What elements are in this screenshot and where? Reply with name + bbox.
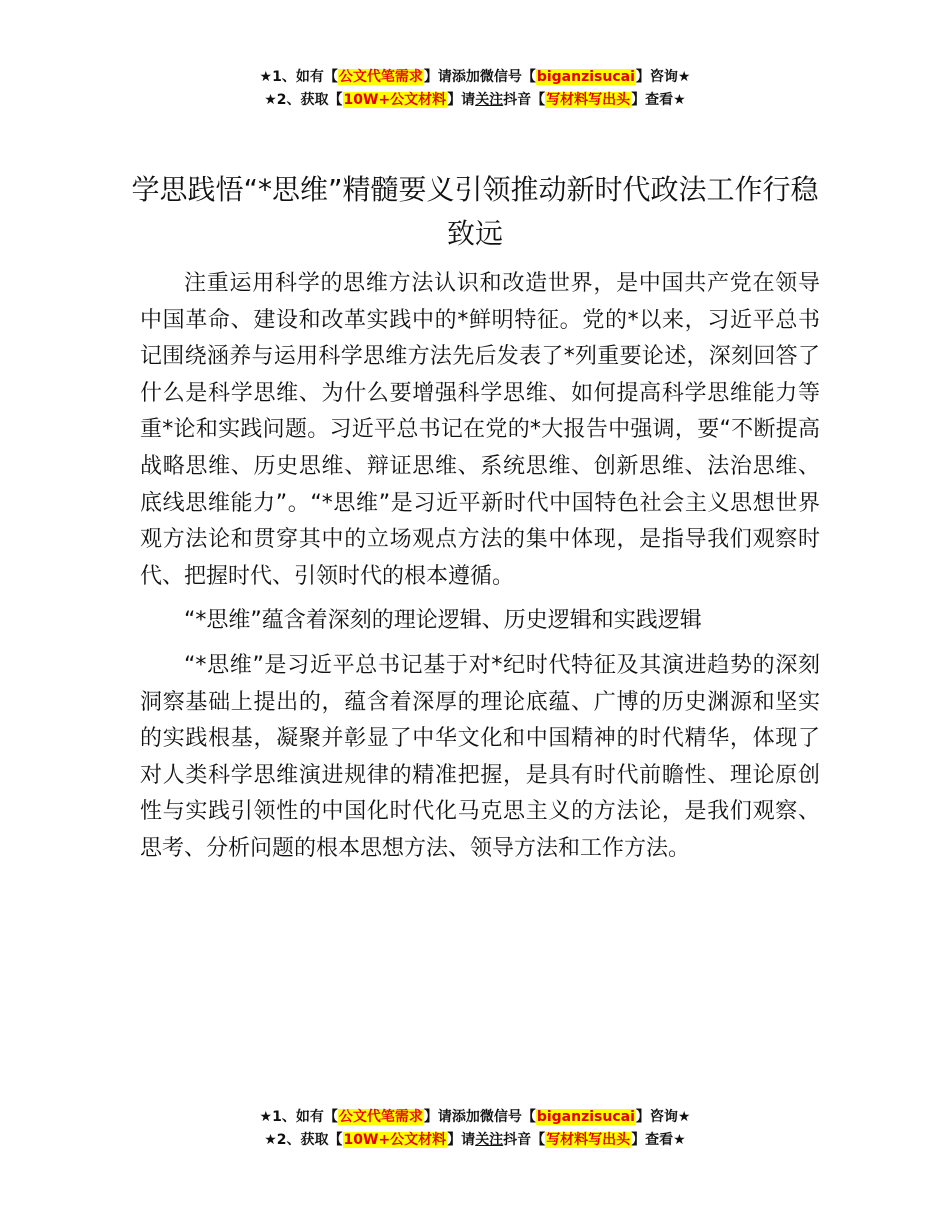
promo-text: 】请 (447, 92, 476, 108)
promo-text: 】咨询★ (635, 69, 691, 85)
promo-header (0, 66, 950, 112)
promo-highlight-wechat-id: biganzisucai (536, 1109, 635, 1125)
promo-text: 】请添加微信号【 (423, 1109, 536, 1125)
promo-underline-follow: 关注 (475, 92, 504, 108)
promo-text: 抖音【 (503, 92, 546, 108)
promo-line-2 (0, 1129, 950, 1152)
promo-highlight-wechat-id: biganzisucai (536, 69, 635, 85)
promo-text: 抖音【 (503, 1132, 546, 1148)
promo-text: 】查看★ (631, 1132, 686, 1148)
promo-highlight-service: 公文代笔需求 (338, 1109, 423, 1125)
paragraph-section-1: “*思维”是习近平总书记基于对*纪时代特征及其演进趋势的深刻洞察基础上提出的，蕴含着深厚的理论底蕴、广博的历史渊源和坚实的实践根基，凝聚并彰显了中华文化和中国精神的时代精华，体现了对人类科学思维演进规律的精准把握，是具有时代前瞻性、理论原创性与实践引领性的中国化时代化马克思主义的方法论，是我们观察、思考、分析问题的根本思想方法、领导方法和工作方法。 (140, 652, 820, 861)
promo-line-1 (0, 66, 950, 89)
promo-text: 】咨询★ (635, 1109, 691, 1125)
promo-line-1 (0, 1106, 950, 1129)
promo-highlight-account: 写材料写出头 (546, 92, 631, 108)
promo-highlight-materials: 10W+公文材料 (343, 92, 447, 108)
paragraph-intro: 注重运用科学的思维方法认识和改造世界，是中国共产党在领导中国革命、建设和改革实践中的*鲜明特征。党的*以来，习近平总书记围绕涵养与运用科学思维方法先后发表了*列重要论述，深刻回答了什么是科学思维、为什么要增强科学思维、如何提高科学思维能力等重*论和实践问题。习近平总书记在党的*大报告中强调，要“不断提高战略思维、历史思维、辩证思维、系统思维、创新思维、法治思维、底线思维能力”。“*思维”是习近平新时代中国特色社会主义思想世界观方法论和贯穿其中的立场观点方法的集中体现，是指导我们观察时代、把握时代、引领时代的根本遵循。 (140, 271, 820, 589)
document-title: 学思践悟“*思维”精髓要义引领推动新时代政法工作行稳致远 (131, 173, 819, 250)
section-heading: “*思维”蕴含着深刻的理论逻辑、历史逻辑和实践逻辑 (184, 608, 702, 634)
promo-text: ★2、获取【 (264, 1132, 343, 1148)
promo-text: 】请 (447, 1132, 476, 1148)
promo-highlight-materials: 10W+公文材料 (343, 1132, 447, 1148)
promo-highlight-account: 写材料写出头 (546, 1132, 631, 1148)
promo-text: 】请添加微信号【 (423, 69, 536, 85)
promo-text: ★1、如有【 (259, 69, 338, 85)
promo-highlight-service: 公文代笔需求 (338, 69, 423, 85)
promo-text: ★1、如有【 (259, 1109, 338, 1125)
promo-text: ★2、获取【 (264, 92, 343, 108)
promo-text: 】查看★ (631, 92, 686, 108)
promo-line-2 (0, 89, 950, 112)
promo-underline-follow: 关注 (475, 1132, 504, 1148)
promo-footer (0, 1106, 950, 1152)
document-body (140, 266, 820, 876)
